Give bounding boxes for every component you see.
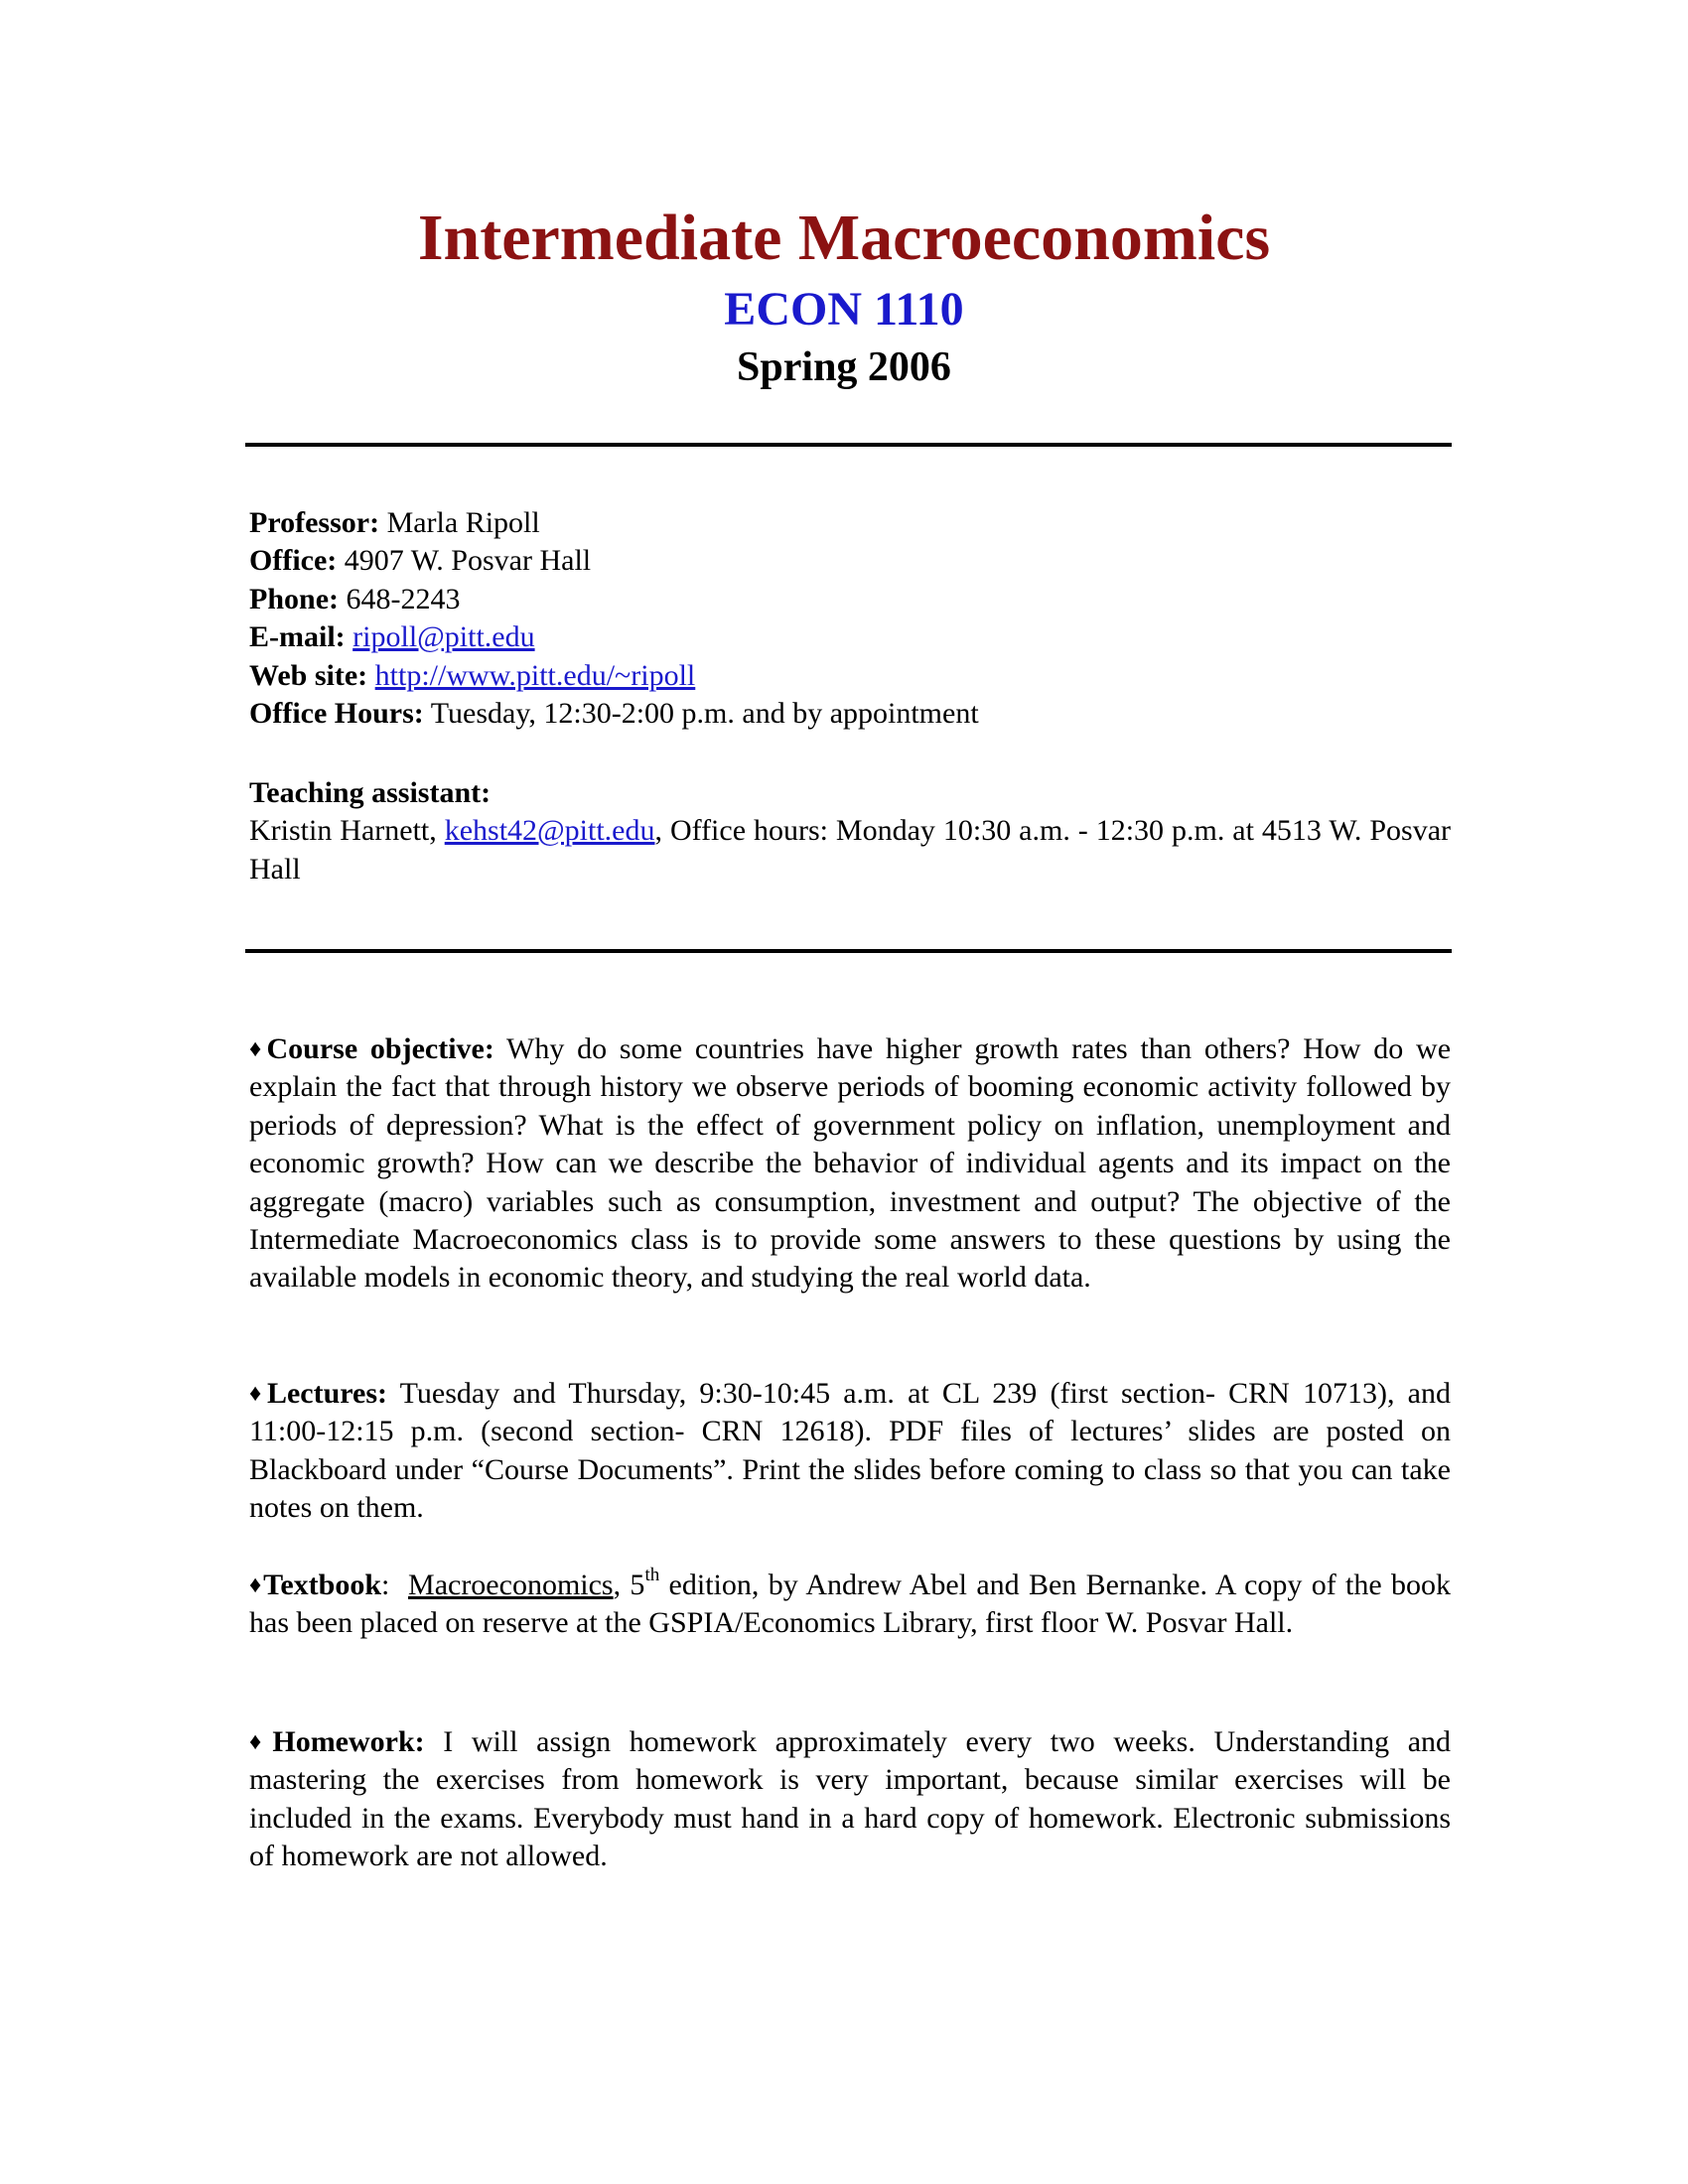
- office-line: [249, 542, 1451, 580]
- professor-label: Professor:: [249, 506, 380, 539]
- contact-divider: [245, 949, 1452, 953]
- lectures-text: Tuesday and Thursday, 9:30-10:45 a.m. at CL 239 (first section- CRN 10713), and 11:00-12:15 p.m. (second section- CRN 12618). PDF files of lectures’ slides are posted on Blackboard under “Course Documents”. Print the slides before coming to class so that you can take notes on them.: [249, 1377, 1451, 1525]
- professor-name: Marla Ripoll: [386, 506, 540, 539]
- textbook-colon: :: [381, 1569, 390, 1601]
- email-line: [249, 618, 1451, 656]
- edition-superscript: th: [644, 1565, 660, 1585]
- diamond-bullet-icon: ♦: [249, 1572, 264, 1598]
- course-objective-text: Why do some countries have higher growth rates than others? How do we explain the fact that through history we observe periods of booming economic activity followed by periods of depression? What is the effect of government policy on inflation, unemployment and economic growth? How can we describe the behavior of individual agents and its impact on the aggregate (macro) variables such as consumption, investment and output? The objective of the Intermediate Macroeconomics class is to provide some answers to these questions by using the available models in economic theory, and studying the real world data.: [249, 1032, 1452, 1295]
- lectures-section: [249, 1375, 1451, 1528]
- contact-info: [249, 504, 1451, 733]
- diamond-bullet-icon: ♦: [249, 1036, 267, 1062]
- lectures-label: Lectures:: [266, 1377, 388, 1410]
- phone-line: [249, 581, 1451, 618]
- header-divider: [245, 443, 1452, 447]
- website-label: Web site:: [249, 658, 368, 692]
- course-code: ECON 1110: [724, 283, 964, 336]
- diamond-bullet-icon: ♦: [249, 1381, 267, 1407]
- textbook-section: [249, 1567, 1451, 1643]
- homework-section: [249, 1723, 1451, 1876]
- office-hours-label: Office Hours:: [249, 697, 424, 731]
- course-title: Intermediate Macroeconomics: [417, 202, 1271, 274]
- website-line: [249, 657, 1451, 695]
- office-label: Office:: [249, 544, 338, 578]
- textbook-text: edition, by Andrew Abel and Ben Bernanke. A copy of the book has been placed on reserve at the GSPIA/Economics Library, first floor W. Posvar Hall.: [249, 1569, 1452, 1640]
- office-hours-line: [249, 695, 1451, 733]
- ta-details: [249, 812, 1451, 888]
- course-objective-section: [249, 1030, 1451, 1297]
- phone-number: 648-2243: [346, 582, 461, 615]
- course-term: Spring 2006: [737, 344, 951, 390]
- homework-text: I will assign homework approximately every two weeks. Understanding and mastering the exercises from homework is very important, because similar exercises will be included in the exams. Everybody must hand in a hard copy of homework. Electronic submissions of homework are not allowed.: [249, 1725, 1452, 1873]
- diamond-bullet-icon: ♦: [249, 1729, 273, 1755]
- professor-line: [249, 504, 1451, 542]
- ta-office-hours: , Office hours: Monday 10:30 a.m. - 12:30 p.m. at 4513 W. Posvar Hall: [249, 814, 1452, 886]
- phone-label: Phone:: [249, 582, 339, 615]
- office-hours: Tuesday, 12:30-2:00 p.m. and by appointment: [430, 697, 979, 731]
- teaching-assistant: [249, 774, 1451, 888]
- office-location: 4907 W. Posvar Hall: [344, 544, 592, 578]
- email-label: E-mail:: [249, 620, 346, 654]
- textbook-edition: , 5: [613, 1569, 645, 1601]
- professor-website-link[interactable]: http://www.pitt.edu/~ripoll: [374, 658, 696, 692]
- textbook-title: Macroeconomics: [408, 1569, 614, 1601]
- ta-email-link[interactable]: kehst42@pitt.edu: [444, 814, 655, 848]
- course-objective-label: Course objective:: [266, 1032, 494, 1065]
- professor-email-link[interactable]: ripoll@pitt.edu: [352, 620, 535, 654]
- homework-label: Homework:: [272, 1725, 425, 1758]
- ta-name: Kristin Harnett,: [249, 814, 437, 848]
- syllabus-header: [0, 197, 1688, 395]
- ta-label: Teaching assistant:: [249, 776, 492, 809]
- textbook-label: Textbook: [263, 1569, 382, 1601]
